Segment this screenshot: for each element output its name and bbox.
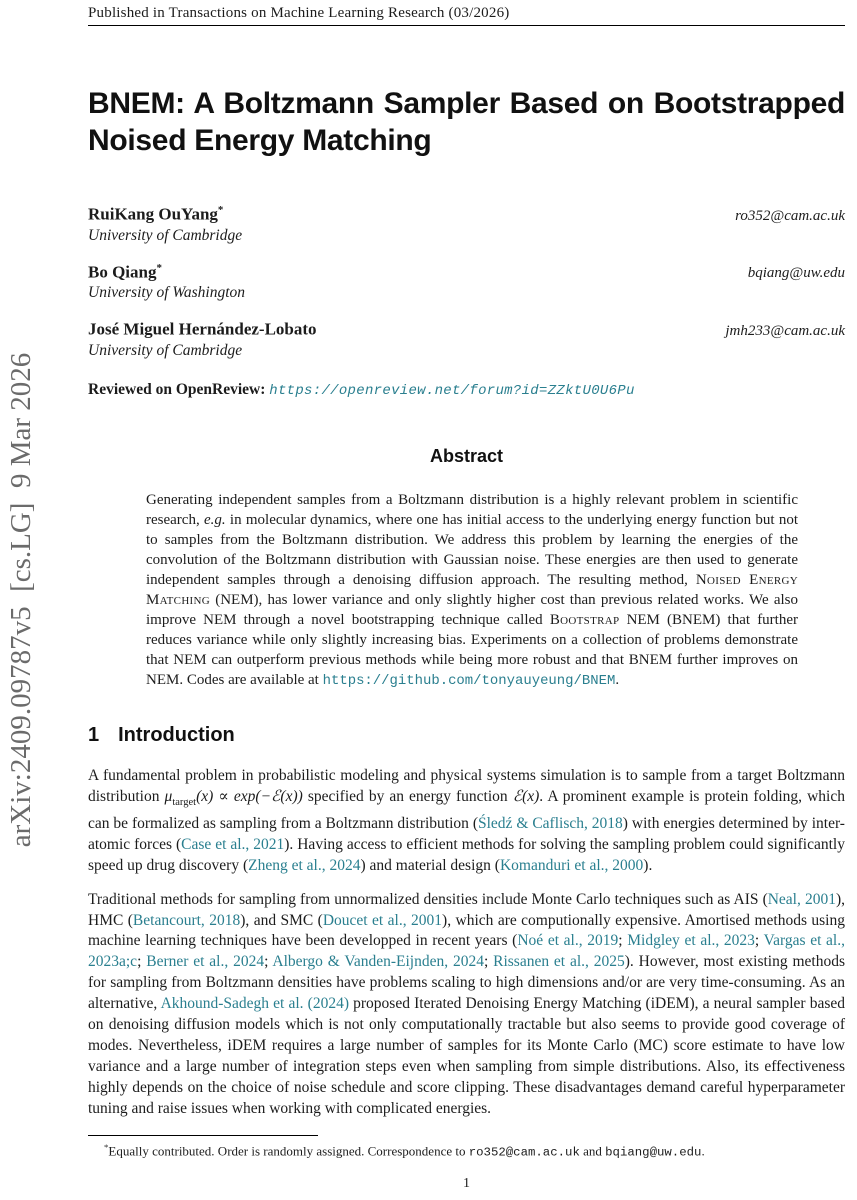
text-run: ), and SMC ( <box>240 911 323 929</box>
author-list <box>88 204 845 360</box>
text-run: in molecular dynamics, where one has initial access to the underlying energy function but not to samples from the Boltzmann distribution. We address this problem by learning the energies of the convolution of the Boltzmann distribution with Gaussian noise. These energies are then used to generate independent samples through a denoising diffusion approach. The resulting method, <box>146 511 798 588</box>
text-run: . A prominent example is protein folding, which can be formalized as sampling from a Boltzmann distribution ( <box>88 787 845 832</box>
section-title: Introduction <box>118 723 235 746</box>
text-run: ; <box>137 953 147 971</box>
author-name <box>88 262 162 283</box>
text-run: ; <box>264 953 273 971</box>
equal-contribution-mark: * <box>217 204 224 216</box>
author-email: bqiang@uw.edu <box>747 265 845 282</box>
citation-link[interactable]: Neal, 2001 <box>767 890 836 908</box>
text-run: and <box>579 1142 606 1158</box>
author-name-text: Bo Qiang <box>88 262 157 282</box>
text-run: Equally contributed. Order is randomly assigned. Correspondence to <box>108 1142 469 1158</box>
paper-title <box>88 85 845 159</box>
citation-link[interactable]: Vargas et al., 2023a;c <box>88 932 845 971</box>
citation-link[interactable]: Case et al., 2021 <box>181 835 285 853</box>
author-name-text: José Miguel Hernández-Lobato <box>88 319 317 339</box>
abstract-text <box>146 490 798 691</box>
author-email: ro352@cam.ac.uk <box>735 207 845 224</box>
journal-header: Published in Transactions on Machine Learning Research (03/2026) <box>88 0 845 26</box>
equal-contribution-mark: * <box>156 261 162 274</box>
text-run: e.g. <box>203 511 226 528</box>
text-run: μ <box>164 787 173 805</box>
citation-link[interactable]: Albergo & Vanden-Eijnden, 2024 <box>272 953 484 971</box>
footnote <box>88 1139 845 1160</box>
text-run: (x) ∝ exp(−ℰ(x)) <box>196 787 303 805</box>
text-run: ) with energies determined by inter-atomic forces ( <box>88 814 845 853</box>
text-run: target <box>172 796 197 808</box>
author-name <box>88 204 223 225</box>
author-block <box>88 204 845 245</box>
text-run: specified by an energy function <box>302 787 513 805</box>
text-run: ). <box>643 856 653 874</box>
text-run: ; <box>483 953 494 971</box>
text-run: A fundamental problem in probabilistic modeling and physical systems simulation is to sample from a target Boltzmann distribution <box>88 766 845 805</box>
openreview-label: Reviewed on OpenReview: <box>88 380 266 398</box>
author-affiliation: University of Washington <box>88 284 246 302</box>
text-run: NEM (BNEM) that further reduces variance while only slightly increasing bias. Experiments on a collection of problems demonstrate that NEM can outperform previous methods while being more robust and that BNEM further improves on NEM. Codes are available at <box>146 611 798 688</box>
citation-link[interactable]: Rissanen et al., 2025 <box>493 953 625 971</box>
citation-link[interactable]: Betancourt, 2018 <box>132 911 241 929</box>
citation-link[interactable]: Doucet et al., 2001 <box>322 911 443 929</box>
arxiv-watermark: arXiv:2409.09787v5 [cs.LG] 9 Mar 2026 <box>5 352 37 848</box>
text-run: bqiang@uw.edu <box>605 1144 702 1159</box>
section-heading-introduction <box>88 724 845 747</box>
text-run: (NEM), has lower variance and only slightly higher cost than previous related works. We also improve NEM through a novel bootstrapping technique called <box>146 591 798 628</box>
author-name <box>88 319 317 340</box>
section-number: 1 <box>88 723 100 746</box>
author-block <box>88 262 845 303</box>
citation-link[interactable]: Noé et al., 2019 <box>517 932 619 950</box>
text-run: ℰ(x) <box>512 787 540 805</box>
paper-title-line1: BNEM: A Boltzmann Sampler Based on Bootstrapped <box>88 87 845 120</box>
author-affiliation: University of Cambridge <box>88 341 243 359</box>
citation-link[interactable]: Akhound-Sadegh et al. (2024) <box>160 995 350 1013</box>
text-run: ro352@cam.ac.uk <box>468 1144 580 1159</box>
text-run: Traditional methods for sampling from unnormalized densities include Monte Carlo techniques such as AIS ( <box>88 890 768 908</box>
author-affiliation: University of Cambridge <box>88 226 243 244</box>
author-name-text: RuiKang OuYang <box>88 204 218 224</box>
citation-link[interactable]: Zheng et al., 2024 <box>248 856 361 874</box>
text-run: ) and material design ( <box>360 856 500 874</box>
openreview-link[interactable]: https://openreview.net/forum?id=ZZktU0U6Pu <box>269 382 635 399</box>
text-run: . <box>701 1142 705 1158</box>
text-run: ), HMC ( <box>88 890 845 929</box>
citation-link[interactable]: Midgley et al., 2023 <box>627 932 755 950</box>
text-run: . <box>615 671 620 688</box>
paper-title-line2: Noised Energy Matching <box>88 124 432 157</box>
openreview-line <box>88 381 845 399</box>
text-run: ). Having access to efficient methods for solving the sampling problem could significantly speed up drug discovery ( <box>88 835 845 874</box>
text-run: ). However, most existing methods for sampling from Boltzmann densities have problems scaling to high dimensions and/or are very time-consuming. As an alternative, <box>88 953 845 1013</box>
text-run: Generating independent samples from a Boltzmann distribution is a highly relevant problem in scientific research, <box>146 491 798 528</box>
citation-link[interactable]: Komanduri et al., 2000 <box>499 856 644 874</box>
text-run: Bootstrap <box>549 611 620 628</box>
text-run: Noised Energy Matching <box>146 571 798 608</box>
citation-link[interactable]: Śledź & Caflisch, 2018 <box>478 814 623 832</box>
intro-paragraph-2 <box>88 890 845 1120</box>
footnote-rule <box>88 1135 318 1136</box>
text-run: ), which are computionally expensive. Amortised methods using machine learning techniques have been developped in recent years ( <box>88 911 845 950</box>
abstract-heading: Abstract <box>429 445 504 466</box>
paper-page <box>88 0 845 1160</box>
citation-link[interactable]: Berner et al., 2024 <box>146 953 265 971</box>
page-number: 1 <box>463 1176 470 1191</box>
author-email: jmh233@cam.ac.uk <box>725 322 845 339</box>
intro-paragraph-1 <box>88 766 845 877</box>
text-run: ; <box>618 932 628 950</box>
text-run: proposed Iterated Denoising Energy Matching (iDEM), a neural sampler based on denoising diffusion models which is not only computationally tractable but also seems to provide good coverage of modes. Nevertheless, iDEM requires a large number of samples for its Monte Carlo (MC) score estimate to have low variance and a large number of integration steps even when sampling from simple distributions. Also, its effectiveness highly depends on the choice of noise schedule and score clipping. These disadvantages demand careful hyperparameter tuning and raise issues when working with complicated energies. <box>88 995 845 1117</box>
text-run: ; <box>754 932 764 950</box>
author-block <box>88 319 845 360</box>
url-link[interactable]: https://github.com/tonyauyeung/BNEM <box>322 672 616 689</box>
text-run: * <box>104 1141 109 1152</box>
